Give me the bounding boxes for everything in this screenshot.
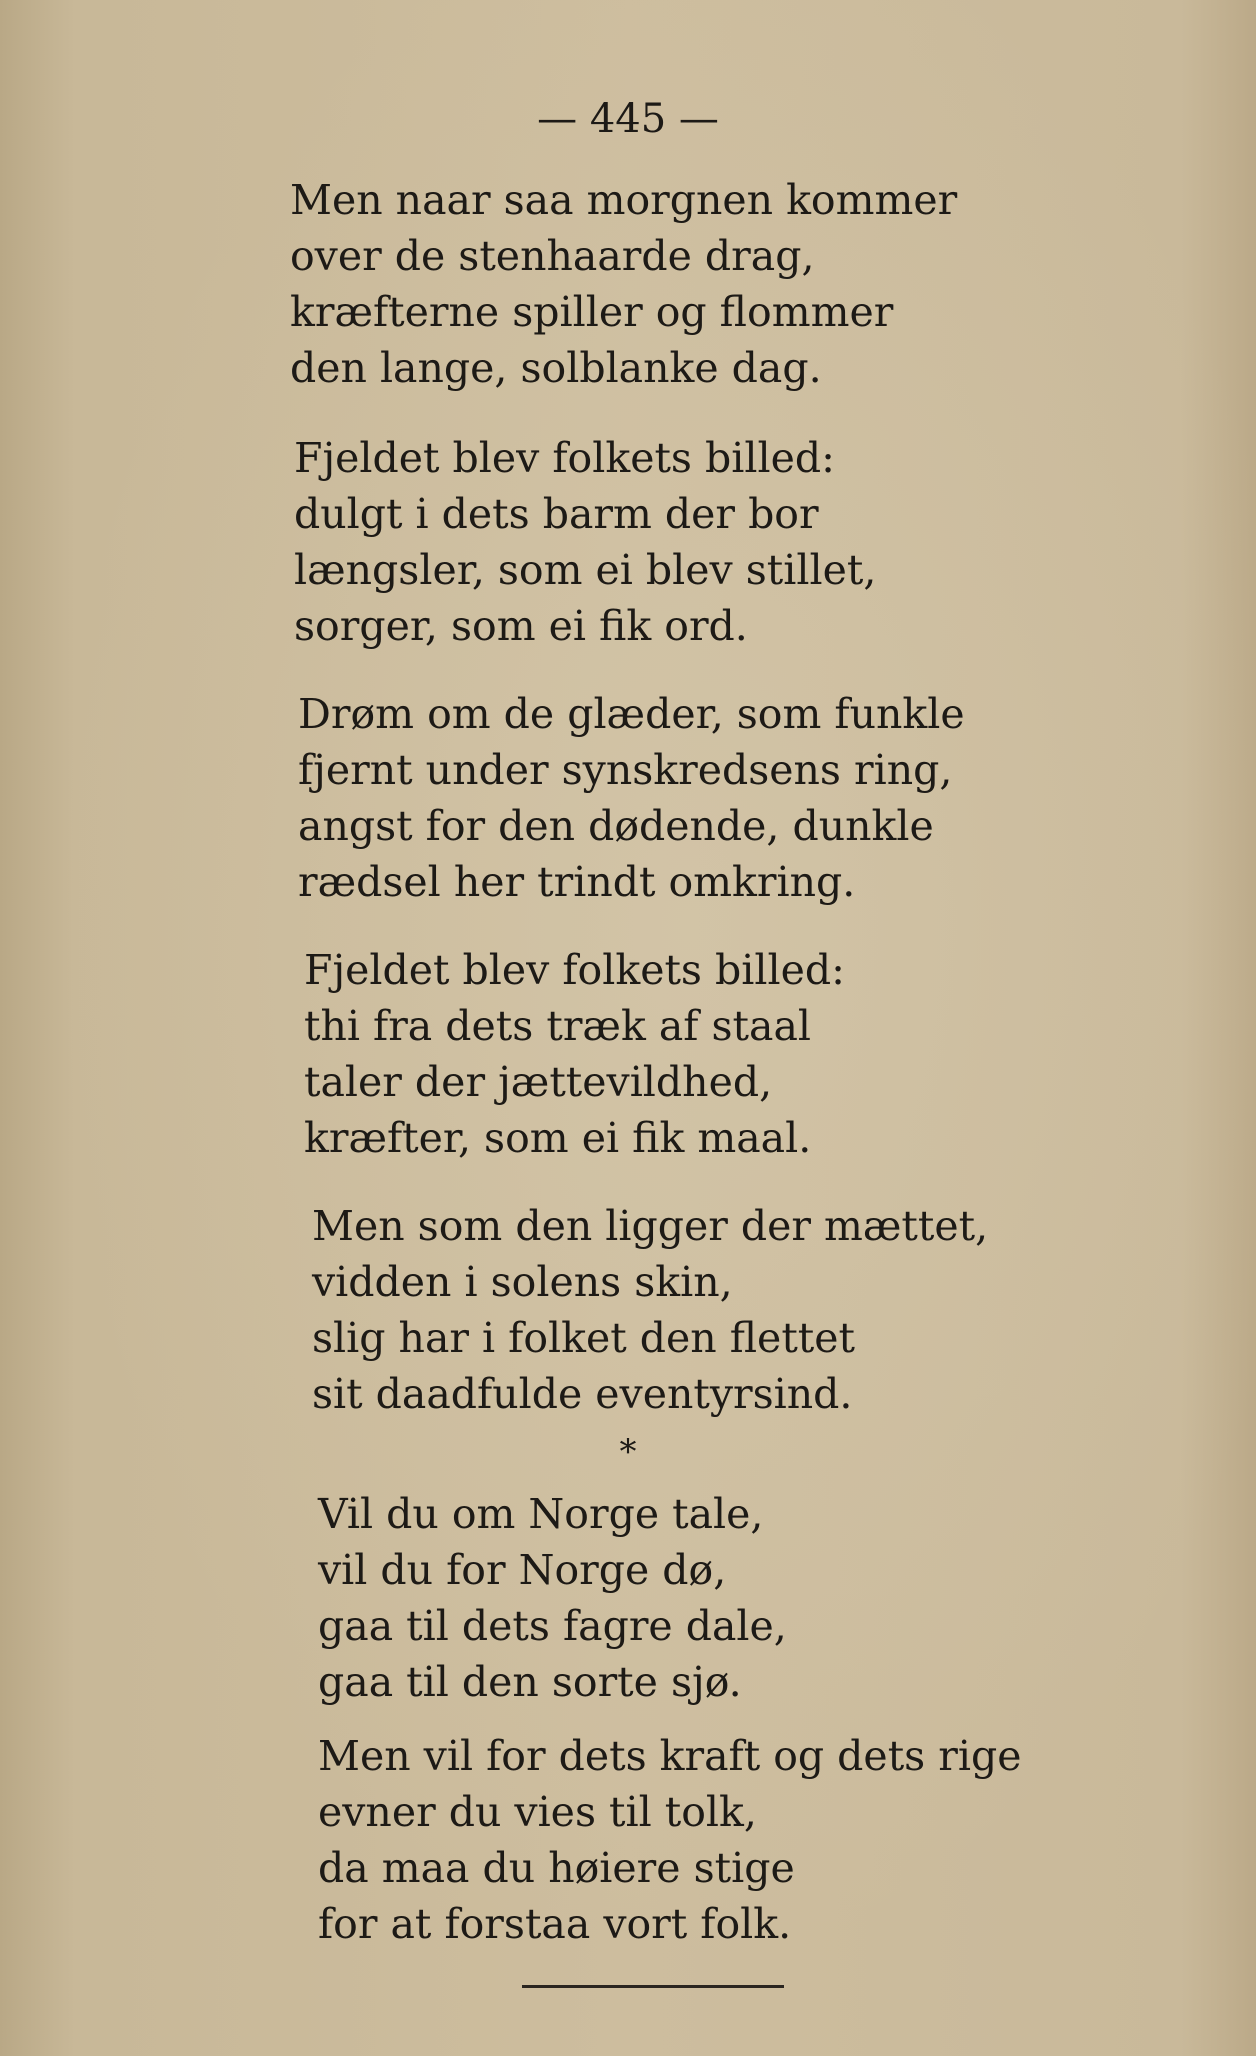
poem-line: over de stenhaarde drag,: [290, 232, 815, 280]
poem-line: vidden i solens skin,: [312, 1258, 733, 1306]
poem-line: angst for den dødende, dunkle: [298, 802, 934, 850]
poem-line: fjernt under synskredsens ring,: [298, 746, 953, 794]
poem-line: vil du for Norge dø,: [318, 1546, 727, 1594]
poem-line: thi fra dets træk af staal: [304, 1002, 811, 1050]
poem-line: evner du vies til tolk,: [318, 1788, 757, 1836]
poem-line: taler der jættevildhed,: [304, 1058, 773, 1106]
poem-line: Fjeldet blev folkets billed:: [294, 434, 835, 482]
poem-line: længsler, som ei blev stillet,: [294, 546, 877, 594]
poem-line: dulgt i dets barm der bor: [294, 490, 819, 538]
poem-line: Men naar saa morgnen kommer: [290, 176, 958, 224]
poem-line: rædsel her trindt omkring.: [298, 858, 856, 906]
poem-line: Drøm om de glæder, som funkle: [298, 690, 965, 738]
poem-line: kræfterne spiller og flommer: [290, 288, 894, 336]
poem-line: slig har i folket den flettet: [312, 1314, 856, 1362]
poem-line: gaa til dets fagre dale,: [318, 1602, 787, 1650]
poem-line: kræfter, som ei fik maal.: [304, 1114, 812, 1162]
poem-line: gaa til den sorte sjø.: [318, 1658, 742, 1706]
poem-line: Men vil for dets kraft og dets rige: [318, 1732, 1022, 1780]
poem-line: sit daadfulde eventyrsind.: [312, 1370, 853, 1418]
poem-line: den lange, solblanke dag.: [290, 344, 822, 392]
poem-line: Vil du om Norge tale,: [318, 1490, 764, 1538]
poem-line: for at forstaa vort folk.: [318, 1900, 792, 1948]
section-separator: *: [619, 1432, 637, 1472]
poem-line: Fjeldet blev folkets billed:: [304, 946, 845, 994]
poem-line: sorger, som ei fik ord.: [294, 602, 748, 650]
poem-line: da maa du høiere stige: [318, 1844, 795, 1892]
end-rule: [522, 1985, 784, 1988]
poem-line: Men som den ligger der mættet,: [312, 1202, 989, 1250]
page-number: — 445 —: [537, 96, 719, 142]
